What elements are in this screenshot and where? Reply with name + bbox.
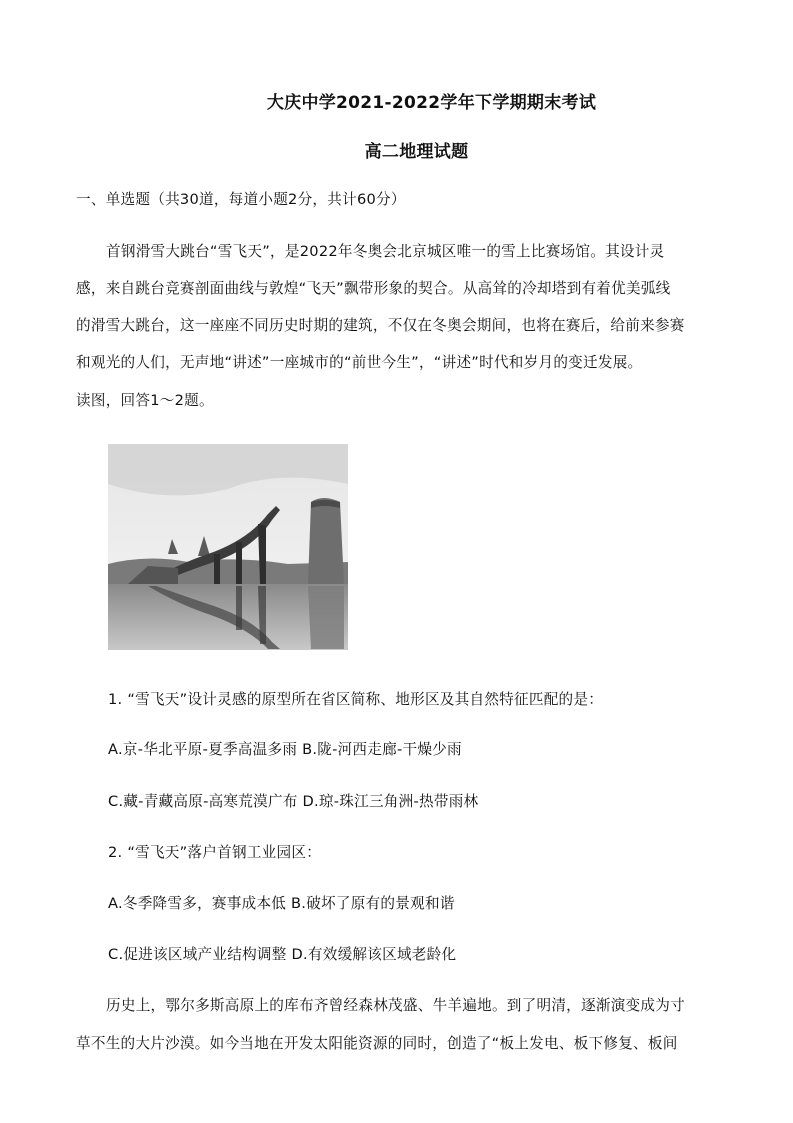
passage1-line-3: 的滑雪大跳台，这一座座不同历史时期的建筑，不仅在冬奥会期间，也将在赛后，给前来参赛 xyxy=(76,317,685,334)
exam-title: 大庆中学2021-2022学年下学期期末考试 xyxy=(266,93,597,113)
question-1-stem: 1. “雪飞天”设计灵感的原型所在省区简称、地形区及其自然特征匹配的是： xyxy=(108,691,604,708)
passage2-line-2: 草不生的大片沙漠。如今当地在开发太阳能资源的同时，创造了“板上发电、板下修复、板间 xyxy=(76,1035,678,1052)
question-2-stem: 2. “雪飞天”落户首钢工业园区： xyxy=(108,844,322,861)
passage1-line-2: 感，来自跳台竞赛剖面曲线与敦煌“飞天”飘带形象的契合。从高耸的冷却塔到有着优美弧线 xyxy=(76,280,671,297)
question-1-options-cd: C.藏-青藏高原-高寒荒漠广布 D.琼-珠江三角洲-热带雨林 xyxy=(108,793,479,810)
exam-subtitle: 高二地理试题 xyxy=(364,142,469,162)
passage2-line-1: 历史上，鄂尔多斯高原上的库布齐曾经森林茂盛、牛羊遍地。到了明清，逐渐演变成为寸 xyxy=(106,997,685,1014)
section-heading: 一、单选题（共30道，每道小题2分，共计60分） xyxy=(76,191,406,208)
ski-jump-photo xyxy=(108,444,348,650)
passage1-line-5: 读图，回答1～2题。 xyxy=(76,392,214,409)
passage1-line-4: 和观光的人们，无声地“讲述”一座城市的“前世今生”，“讲述”时代和岁月的变迁发展。 xyxy=(76,354,643,371)
passage1-line-1: 首钢滑雪大跳台“雪飞天”，是2022年冬奥会北京城区唯一的雪上比赛场馆。其设计灵 xyxy=(106,243,665,260)
ski-jump-photo-illustration xyxy=(108,444,348,650)
question-2-options-cd: C.促进该区域产业结构调整 D.有效缓解该区域老龄化 xyxy=(108,946,457,963)
question-1-options-ab: A.京-华北平原-夏季高温多雨 B.陇-河西走廊-干燥少雨 xyxy=(108,741,462,758)
question-2-options-ab: A.冬季降雪多，赛事成本低 B.破坏了原有的景观和谐 xyxy=(108,895,455,912)
